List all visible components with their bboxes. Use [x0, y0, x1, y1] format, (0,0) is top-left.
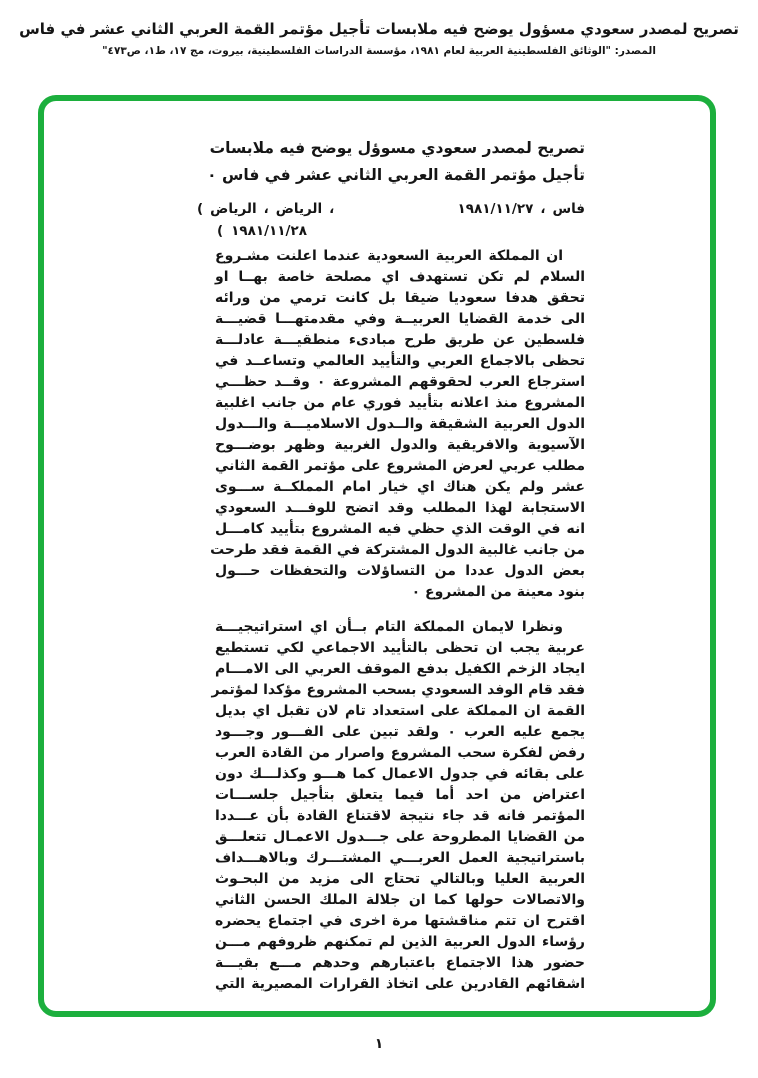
text-line: تحقق هدفا سعوديا ضيقا بل كانت ترمي من ورائه	[215, 290, 585, 306]
text-line: تحظى بالاجماع العربي والتأييد العالمي وتساعــد في	[215, 353, 585, 369]
citation-part: ١٩٨١/١١/٢٨	[231, 223, 307, 239]
document-title	[207, 135, 585, 189]
paragraph-1	[210, 246, 585, 603]
text-line: ان المملكة العربية السعودية عندما اعلنت مشـروع	[215, 248, 563, 264]
document-content	[197, 135, 586, 995]
text-line: اعتراض من احد أما فيما يتعلق بتأجيل جلســـات	[215, 787, 585, 803]
header-source-line: المصدر: "الوثائق الفلسطينية العربية لعام ١٩٨١، مؤسسة الدراسات الفلسطينية، بيروت، مج ١٧، ط١، ص٤٧٣"	[102, 45, 656, 57]
citation-line-1	[197, 198, 585, 220]
text-line: السلام لم تكن تستهدف اي مصلحة خاصة بهــا او	[215, 269, 585, 285]
citation-block	[197, 198, 585, 242]
text-line: بعض الدول عددا من التساؤلات والتحفظات حـــول	[215, 563, 585, 579]
citation-part: الرياض	[210, 201, 257, 217]
text-line: مطلب عربي لعرض المشروع على مؤتمر القمة الثاني	[215, 458, 585, 474]
text-line: الدول العربية الشقيقة والــدول الاسلاميـــة والـــدول	[215, 416, 585, 432]
text-line: استرجاع العرب لحقوقهم المشروعة ٠ وقــد حظـــي	[215, 374, 585, 390]
text-line: ايجاد الزخم الكفيل بدفع الموقف العربي الى الامـــام	[215, 661, 585, 677]
text-line: والاتصالات حولها كما ان جلالة الملك الحسن الثاني	[215, 892, 585, 908]
text-line: على بقائه في جدول الاعمال كما هـــو وكذلـــك دون	[215, 766, 585, 782]
text-line: رفض لفكرة سحب المشروع واصرار من القادة العرب	[215, 745, 585, 761]
citation-left-segment	[197, 198, 334, 220]
citation-part: فاس	[552, 201, 585, 217]
text-line: الآسيوية والافريقية والدول الغربية وظهر بوضـــوح	[215, 437, 585, 453]
page-number: ١	[374, 1036, 384, 1052]
text-line: باستراتيجية العمل العربـــي المشتـــرك وبالاهـــداف	[215, 850, 585, 866]
header-title: تصريح لمصدر سعودي مسؤول يوضح فيه ملابسات تأجيل مؤتمر القمة العربي الثاني عشر في فاس	[19, 20, 739, 38]
text-line: رؤساء الدول العربية الذين لم تمكنهم ظروفهم مـــن	[215, 934, 585, 950]
text-line: المؤتمر فانه قد جاء نتيجة لاقتناع القادة بأن عـــددا	[215, 808, 585, 824]
text-line: فقد قام الوفد السعودي بسحب المشروع مؤكدا لمؤتمر	[211, 682, 585, 698]
text-line: القمة ان المملكة على استعداد تام لان تقبل اي بديل	[215, 703, 585, 719]
text-line: بنود معينة من المشروع ٠	[411, 584, 585, 600]
document-body	[210, 246, 586, 995]
text-line: من جانب غالبية الدول المشتركة في القمة فقد طرحت	[210, 542, 585, 558]
text-line: فلسطين عن طريق طرح مبادىء منطقيـــة عادلـــة	[215, 332, 585, 348]
text-line: انه في الوقت الذي حظي فيه المشروع بتأييد كامـــل	[215, 521, 585, 537]
text-line: الاستجابة لهذا المطلب وقد اتضح للوفـــد السعودي	[215, 500, 585, 516]
text-line: العربية العليا وبالتالي تحتاج الى مزيد من البحـوث	[215, 871, 585, 887]
citation-part: ١٩٨١/١١/٢٧	[457, 201, 534, 217]
text-line: يجمع عليه العرب ٠ ولقد تبين على الفـــور وجـــود	[215, 724, 586, 740]
text-line: عشر ولم يكن هناك اي خيار امام المملكــة ســـوى	[215, 479, 585, 495]
text-line: من القضايا المطروحة على جـــدول الاعمـال تتعلـــق	[215, 829, 585, 845]
text-line: تأجيل مؤتمر القمة العربي الثاني عشر في فاس ٠	[207, 166, 585, 184]
citation-right-segment	[458, 198, 585, 220]
citation-line-2	[217, 220, 585, 242]
citation-part: ،	[329, 201, 335, 217]
text-line: عربية يجب ان تحظى بالتأييد الاجماعي لكي تستطيع	[215, 640, 585, 656]
text-line: المشروع منذ اعلانه بتأييد فوري عام من جانب اغلبية	[215, 395, 585, 411]
citation-part: (	[197, 201, 204, 217]
text-line: اقترح ان تتم مناقشتها مرة اخرى في اجتماع يحضره	[215, 913, 585, 929]
text-line: الى خدمة القضايا العربيــة وفي مقدمتهـــا قضيـــة	[215, 311, 585, 327]
citation-part: الرياض	[275, 201, 323, 217]
paragraph-2	[211, 617, 586, 995]
text-line: ونظرا لايمان المملكة التام بــأن اي استراتيجيـــة	[215, 619, 563, 635]
text-line: تصريح لمصدر سعودي مسوؤل يوضح فيه ملابسات	[209, 139, 585, 157]
document-frame	[38, 95, 716, 1017]
citation-part: ،	[263, 201, 269, 217]
text-line: حضور هذا الاجتماع باعتبارهم وحدهم مـــع بقيـــة	[215, 955, 585, 971]
citation-part: (	[217, 223, 224, 239]
citation-part: ،	[540, 201, 546, 217]
text-line: اشقائهم القادرين على اتخاذ القرارات المصيرية التي	[215, 976, 585, 992]
document-header	[0, 20, 758, 57]
